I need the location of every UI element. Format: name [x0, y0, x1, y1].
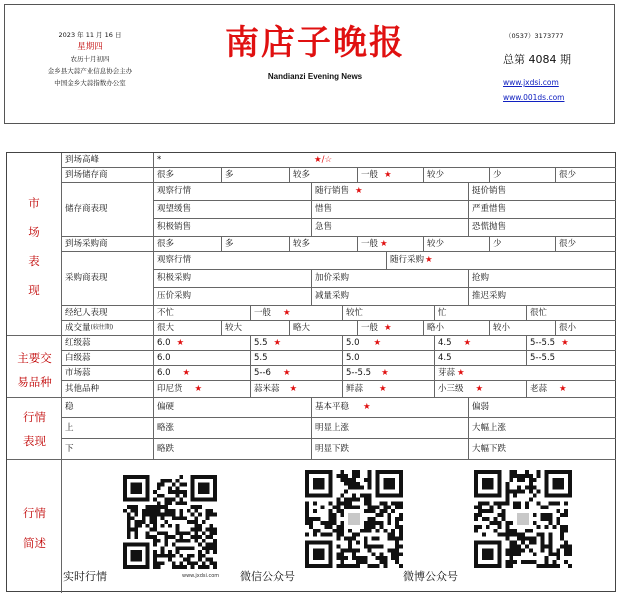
- volume-level: 略小: [424, 321, 490, 336]
- broker-level: 不忙: [154, 306, 251, 321]
- stock-level: 多: [222, 168, 290, 183]
- stock-level: 较少: [424, 168, 490, 183]
- stock-perf-option: 惜售: [312, 201, 469, 219]
- product-price: 5.0 ★: [343, 336, 435, 351]
- buyer-level: 很少: [556, 237, 616, 252]
- product-price: 5--5.5: [527, 351, 616, 366]
- buyer-level: 较少: [424, 237, 490, 252]
- weekday: 星期四: [77, 42, 103, 52]
- organizer: 金乡县大蒜产业信息协会主办: [47, 67, 133, 75]
- buyer-level: 较多: [290, 237, 358, 252]
- stock-perf-label: 储存商表现: [62, 183, 154, 237]
- product-price: 5.5: [251, 351, 343, 366]
- product-name: 红级蒜: [62, 336, 154, 351]
- section-products: 主要交 易品种: [17, 351, 52, 389]
- arrival-stock-label: 到场储存商: [62, 168, 154, 183]
- product-price: 蒜米蒜 ★: [251, 381, 343, 398]
- product-price: 老蒜 ★: [527, 381, 616, 398]
- section-market-cell: [7, 153, 62, 336]
- stock-perf-option: 急售: [312, 219, 469, 237]
- buyer-perf-option: 抢购: [469, 270, 616, 288]
- broker-level-selected: 一般 ★: [251, 306, 343, 321]
- product-price: 5--5.5 ★: [527, 336, 616, 351]
- buyer-perf-option: 推迟采购: [469, 288, 616, 306]
- trend-option: 偏弱: [469, 398, 616, 418]
- product-name: 白级蒜: [62, 351, 154, 366]
- buyer-perf-option-selected: 随行采购 ★: [387, 252, 616, 270]
- product-price: 鲜蒜 ★: [343, 381, 435, 398]
- watermark: www.jxdsi.com: [182, 573, 220, 579]
- buyer-level: 很多: [154, 237, 222, 252]
- trend-option: 大幅下跌: [469, 439, 616, 460]
- volume-level: 很小: [556, 321, 616, 336]
- masthead: [4, 4, 615, 124]
- stock-level: 很少: [556, 168, 616, 183]
- trend-option: 略涨: [154, 418, 312, 439]
- website-link-1[interactable]: www.jxdsi.com: [503, 78, 559, 87]
- product-price: 6.0 ★: [154, 366, 251, 381]
- volume-level: 很大: [154, 321, 222, 336]
- volume-level-selected: 一般 ★: [358, 321, 424, 336]
- product-price: 5.0: [343, 351, 435, 366]
- qr-code-realtime[interactable]: [123, 475, 217, 569]
- market-report-table: [6, 152, 616, 592]
- product-price: 5--6 ★: [251, 366, 343, 381]
- qr-code-weibo[interactable]: [474, 469, 572, 569]
- broker-level: 较忙: [343, 306, 435, 321]
- buyer-level: 少: [490, 237, 556, 252]
- arrival-peak-value: * ★/☆: [154, 153, 616, 168]
- stock-level-selected: 一般 ★: [358, 168, 424, 183]
- trend-option-selected: 基本平稳 ★: [312, 398, 469, 418]
- stock-level: 较多: [290, 168, 358, 183]
- qr-label-weibo: 微博公众号: [403, 570, 458, 583]
- volume-level: 较小: [490, 321, 556, 336]
- trend-option: 略跌: [154, 439, 312, 460]
- issue-date: 2023 年 11 月 16 日: [58, 31, 122, 39]
- stock-perf-option: 恐慌抛售: [469, 219, 616, 237]
- buyer-perf-option: 减量采购: [312, 288, 469, 306]
- arrival-peak-label: 到场高峰: [62, 153, 154, 168]
- arrival-buyer-label: 到场采购商: [62, 237, 154, 252]
- product-price: 4.5: [435, 351, 527, 366]
- website-link-2[interactable]: www.001ds.com: [503, 93, 565, 102]
- broker-label: 经纪人表现: [62, 306, 154, 321]
- stock-level: 很多: [154, 168, 222, 183]
- stock-perf-option: 挺价销售: [469, 183, 616, 201]
- trend-option: 偏硬: [154, 398, 312, 418]
- trend-direction: 上: [62, 418, 154, 439]
- stock-perf-option-selected: 随行销售 ★: [312, 183, 469, 201]
- stock-perf-option: 积极销售: [154, 219, 312, 237]
- product-name: 市场蒜: [62, 366, 154, 381]
- trend-direction: 稳: [62, 398, 154, 418]
- buyer-level-selected: 一般 ★: [358, 237, 424, 252]
- product-price: 4.5 ★: [435, 336, 527, 351]
- product-price: 6.0 ★: [154, 336, 251, 351]
- product-price: 小三级 ★: [435, 381, 527, 398]
- stock-level: 少: [490, 168, 556, 183]
- lunar-date: 农历十月初四: [70, 55, 110, 63]
- product-price: 5.5 ★: [251, 336, 343, 351]
- section-description: 行情 简述: [23, 506, 46, 550]
- stock-perf-option: 严重惜售: [469, 201, 616, 219]
- qr-label-wechat: 微信公众号: [240, 570, 295, 583]
- qr-code-wechat[interactable]: [305, 469, 403, 569]
- section-trend: 行情 表现: [23, 410, 46, 448]
- trend-option: 明显上涨: [312, 418, 469, 439]
- buyer-perf-option: 积极采购: [154, 270, 312, 288]
- trend-option: 大幅上涨: [469, 418, 616, 439]
- trend-direction: 下: [62, 439, 154, 460]
- product-price: 芽蒜 ★: [435, 366, 616, 381]
- broker-level: 忙: [435, 306, 527, 321]
- trend-option: 明显下跌: [312, 439, 469, 460]
- product-price: 5--5.5 ★: [343, 366, 435, 381]
- volume-level: 较大: [222, 321, 290, 336]
- product-price: 印尼货 ★: [154, 381, 251, 398]
- newspaper-english-name: Nandianzi Evening News: [267, 72, 363, 81]
- product-price: 6.0: [154, 351, 251, 366]
- issue-number: 总第 4084 期: [503, 53, 571, 66]
- volume-label: 成交量 (较往期): [62, 321, 154, 336]
- buyer-perf-option: 压价采购: [154, 288, 312, 306]
- broker-level: 很忙: [527, 306, 616, 321]
- section-market: 市 场 表 现: [28, 196, 40, 297]
- buyer-level: 多: [222, 237, 290, 252]
- stock-perf-option: 观察行情: [154, 183, 312, 201]
- buyer-perf-label: 采购商表现: [62, 252, 154, 306]
- newspaper-title: 南店子晚报: [225, 23, 405, 63]
- buyer-perf-option: 加价采购: [312, 270, 469, 288]
- qr-label-realtime: 实时行情: [63, 570, 107, 583]
- buyer-perf-option: 观察行情: [154, 252, 387, 270]
- stock-perf-option: 观望缓售: [154, 201, 312, 219]
- co-organizer: 中国金乡大蒜指数办公室: [54, 79, 126, 87]
- phone-number: （0537）3173777: [505, 32, 564, 40]
- masthead-left: [35, 29, 145, 89]
- product-name: 其他品种: [62, 381, 154, 398]
- volume-level: 略大: [290, 321, 358, 336]
